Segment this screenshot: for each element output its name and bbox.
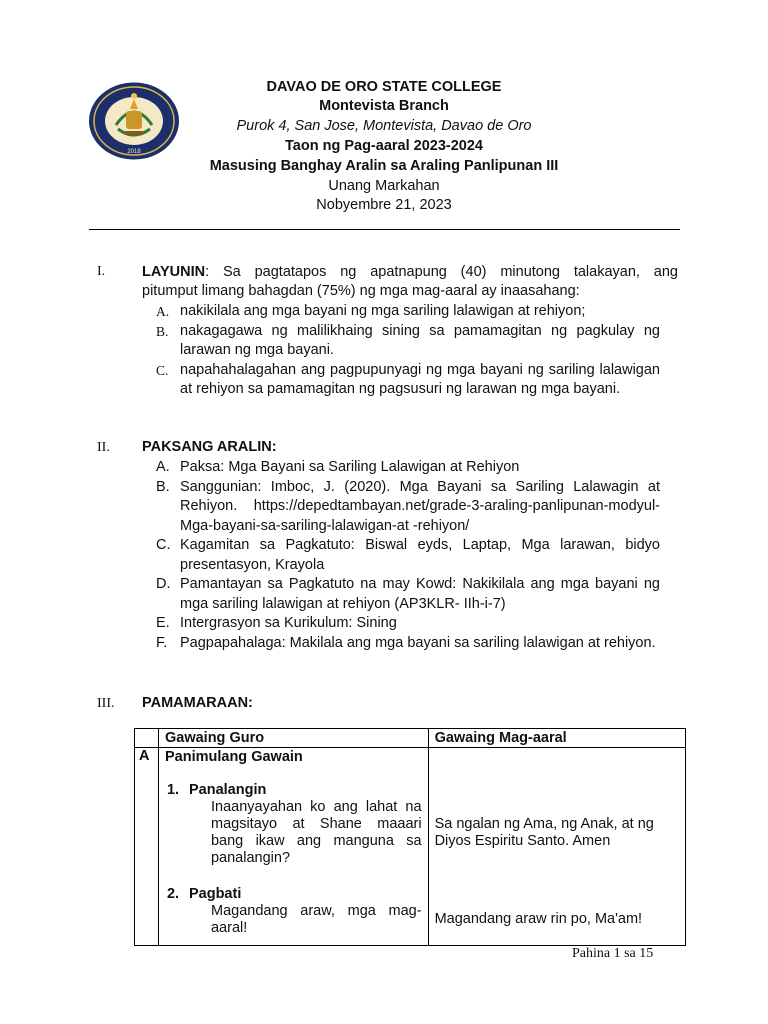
layunin-intro-line2: pitumput limang bahagdan (75%) ng mga mag-aaral ay inaasahang:: [142, 283, 580, 299]
list-item: [156, 478, 660, 537]
guro-text: Magandang araw, mga mag-aaral!: [210, 903, 422, 936]
lesson-plan-title: Masusing Banghay Aralin sa Araling Panlipunan III: [209, 158, 559, 174]
row-label: A: [135, 748, 159, 946]
section-numeral-layunin: I.: [97, 264, 106, 279]
layunin-intro-text: : Sa pagtatapos ng apatnapung (40) minutong talakayan, ang: [205, 264, 678, 280]
list-marker: C.: [156, 362, 169, 378]
list-marker: D.: [156, 576, 171, 592]
list-text: Intergrasyon sa Kurikulum: Sining: [180, 615, 397, 631]
list-marker: A.: [156, 304, 170, 319]
mag-aaral-response: Magandang araw rin po, Ma'am!: [434, 911, 643, 927]
mag-aaral-cell: [428, 748, 685, 946]
list-text: nakagagawa ng malilikhaing sining sa pamamagitan ng pagkulay ng larawan ng mga bayani.: [180, 322, 660, 358]
step-number: 1.: [166, 782, 180, 798]
list-item: [156, 361, 660, 400]
list-item: [156, 458, 660, 478]
layunin-list: [156, 302, 660, 400]
step-title: Pagbati: [188, 886, 242, 902]
section-numeral-paksa: II.: [97, 440, 110, 455]
address: Purok 4, San Jose, Montevista, Davao de Oro: [236, 118, 532, 134]
list-text: Sanggunian: Imboc, J. (2020). Mga Bayani sa Sariling Lalawagin at Rehiyon. https://depedtambayan.net/grade-3-araling-panlipunan-modyul-Mga-bayani-sa-sariling-lalawigan-at -rehiyon/: [180, 478, 660, 534]
list-item: [156, 634, 660, 654]
row-title: Panimulang Gawain: [164, 749, 303, 765]
list-text: nakikilala ang mga bayani ng mga sariling lalawigan at rehiyon;: [180, 303, 586, 319]
list-item: [156, 536, 660, 575]
list-text: napahahalagahan ang pagpupunyagi ng mga bayani ng sariling lalawigan at rehiyon sa pamamagitan ng pagsusuri ng larawan ng mga bayani.: [180, 361, 660, 397]
list-item: [156, 614, 660, 634]
seal-year: 2018: [127, 149, 141, 155]
table-row: [135, 748, 686, 946]
table-header-mag-aaral: Gawaing Mag-aaral: [428, 729, 685, 748]
list-marker: E.: [156, 615, 170, 631]
pamamaraan-title: PAMAMARAAN:: [142, 695, 253, 711]
guro-cell: [158, 748, 428, 946]
list-marker: C.: [156, 537, 171, 553]
step-panalangin: [165, 782, 422, 867]
layunin-title: LAYUNIN: [142, 264, 206, 280]
lesson-date: Nobyembre 21, 2023: [316, 197, 452, 213]
step-title: Panalangin: [188, 782, 267, 798]
paksa-title: PAKSANG ARALIN:: [142, 439, 277, 455]
table-header-guro: Gawaing Guro: [158, 729, 428, 748]
quarter: Unang Markahan: [328, 178, 440, 194]
list-marker: A.: [156, 459, 170, 475]
list-text: Paksa: Mga Bayani sa Sariling Lalawigan at Rehiyon: [180, 459, 520, 475]
list-item: [156, 302, 660, 322]
paksa-list: [156, 458, 660, 653]
list-text: Kagamitan sa Pagkatuto: Biswal eyds, Laptap, Mga larawan, bidyo presentasyon, Krayola: [180, 537, 660, 573]
list-marker: B.: [156, 478, 170, 495]
list-text: Pamantayan sa Pagkatuto na may Kowd: Nakikilala ang mga bayani ng mga sariling lalawigan at rehiyon (AP3KLR- IIh-i-7): [180, 576, 660, 612]
school-year: Taon ng Pag-aaral 2023-2024: [285, 138, 483, 154]
institution-name: DAVAO DE ORO STATE COLLEGE: [266, 79, 502, 95]
section-numeral-pamamaraan: III.: [97, 696, 115, 711]
branch-name: Montevista Branch: [319, 98, 449, 114]
procedure-table: [134, 728, 686, 946]
table-header-row: [135, 729, 686, 748]
list-marker: F.: [156, 634, 168, 651]
list-item: [156, 322, 660, 361]
table-header-blank: [135, 729, 159, 748]
list-item: [156, 575, 660, 614]
guro-text: Inaanyayahan ko ang lahat na magsitayo at Shane maaari bang ikaw ang manguna sa panalangin?: [210, 799, 422, 866]
mag-aaral-response: Sa ngalan ng Ama, ng Anak, at ng Diyos Espiritu Santo. Amen: [434, 816, 654, 849]
layunin-intro-line1: [142, 263, 678, 283]
step-pagbati: [165, 886, 422, 937]
list-text: Pagpapahalaga: Makilala ang mga bayani sa sariling lalawigan at rehiyon.: [180, 634, 656, 651]
step-number: 2.: [166, 886, 180, 902]
header-divider: [89, 229, 680, 230]
page-number: Pahina 1 sa 15: [572, 946, 654, 961]
list-marker: B.: [156, 323, 169, 339]
